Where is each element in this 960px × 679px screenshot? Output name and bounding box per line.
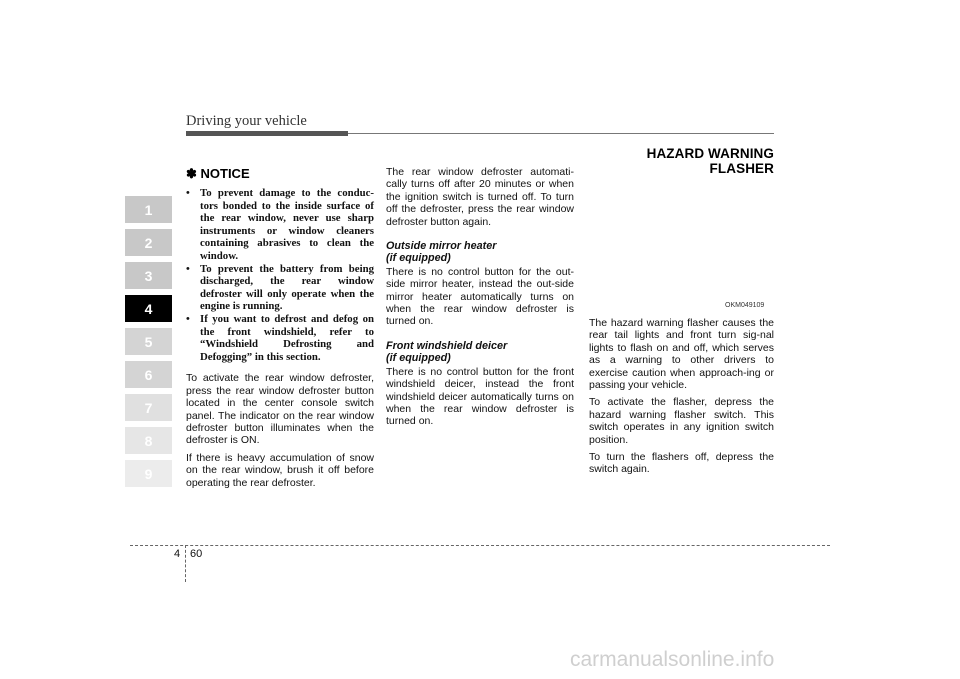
chapter-tab-label: 2 <box>144 234 153 251</box>
chapter-tab-label: 7 <box>144 399 153 416</box>
notice-title: ✽ NOTICE <box>186 166 250 181</box>
body-paragraph: The hazard warning flasher causes the rear tail lights and front turn sig-nal lights to flash on and off, which serves as a warning to other drivers to exercise caution when approach-ing or passing your vehicle. <box>589 317 774 392</box>
chapter-tabs <box>125 196 172 493</box>
windshield-deicer-heading <box>386 340 574 365</box>
watermark: carmanualsonline.info <box>570 648 775 671</box>
footer-rule <box>130 545 830 546</box>
chapter-tab-label: 1 <box>144 201 153 218</box>
windshield-deicer-qualifier: (if equipped) <box>386 352 451 365</box>
section-title: HAZARD WARNING FLASHER <box>646 146 774 176</box>
chapter-tab-label: 5 <box>144 333 153 350</box>
notice-list <box>186 187 374 363</box>
mirror-heater-heading <box>386 240 574 265</box>
body-paragraph: If there is heavy accumulation of snow on the rear window, brush it off before operating the rear defroster. <box>186 451 374 489</box>
page-number: 60 <box>190 548 203 560</box>
mirror-heater-text: There is no control button for the out-side mirror heater, instead the out-side mirror heater automatically turns on when the rear window defroster is turned on. <box>386 265 574 328</box>
column-3 <box>589 317 774 481</box>
chapter-tab-5[interactable] <box>125 328 172 355</box>
notice-item-text: If you want to defrost and defog on the front windshield, refer to “Windshield Defrosting and Defogging” in this section. <box>200 312 374 363</box>
chapter-tab-label: 6 <box>144 366 153 383</box>
body-paragraph: The rear window defroster automati-cally turns off after 20 minutes or when the ignition switch is turned off. To turn off the defroster, press the rear window defroster button again. <box>386 166 574 228</box>
chapter-tab-1[interactable] <box>125 196 172 223</box>
chapter-tab-label: 3 <box>144 267 153 284</box>
header-rule-thick <box>186 131 348 136</box>
body-paragraph: To activate the flasher, depress the hazard warning flasher switch. This switch operates in any ignition switch position. <box>589 396 774 446</box>
mirror-heater-qualifier: (if equipped) <box>386 252 451 265</box>
windshield-deicer-title: Front windshield deicer <box>386 339 508 352</box>
chapter-tab-3[interactable] <box>125 262 172 289</box>
chapter-tab-4[interactable] <box>125 295 172 322</box>
page-chapter: 4 <box>174 548 181 560</box>
chapter-tab-label: 8 <box>144 432 153 449</box>
chapter-tab-label: 9 <box>144 465 153 482</box>
notice-item: • To prevent the battery from being discharged, the rear window defroster will only operate when the engine is running. <box>186 262 374 313</box>
column-2 <box>386 166 574 433</box>
column-1 <box>186 166 374 494</box>
header-rule-thin <box>348 133 774 134</box>
notice-item: • To prevent damage to the conduc-tors bonded to the inside surface of the rear window, never use sharp instruments or window cleaners containing abrasives to clean the window. <box>186 187 374 262</box>
chapter-tab-label: 4 <box>144 300 153 317</box>
chapter-tab-9[interactable] <box>125 460 172 487</box>
chapter-tab-7[interactable] <box>125 394 172 421</box>
header-title: Driving your vehicle <box>186 113 307 129</box>
mirror-heater-title: Outside mirror heater <box>386 240 497 253</box>
chapter-tab-6[interactable] <box>125 361 172 388</box>
body-paragraph: To activate the rear window defroster, press the rear window defroster button located in the center console switch panel. The indicator on the rear window defroster button illuminates when the defroster is ON. <box>186 372 374 447</box>
body-paragraph: To turn the flashers off, depress the switch again. <box>589 451 774 476</box>
image-code: OKM049109 <box>725 302 765 309</box>
chapter-tab-2[interactable] <box>125 229 172 256</box>
notice-item-text: To prevent damage to the conduc-tors bonded to the inside surface of the rear window, never use sharp instruments or window cleaners containing abrasives to clean the window. <box>200 187 374 262</box>
notice-item-text: To prevent the battery from being discharged, the rear window defroster will only operate when the engine is running. <box>200 262 374 313</box>
chapter-tab-8[interactable] <box>125 427 172 454</box>
footer-divider <box>185 545 186 582</box>
notice-item: • If you want to defrost and defog on the front windshield, refer to “Windshield Defrosting and Defogging” in this section. <box>186 312 374 363</box>
windshield-deicer-text: There is no control button for the front windshield deicer, instead the front windshield deicer automatically turns on when the rear window defroster is turned on. <box>386 365 574 428</box>
